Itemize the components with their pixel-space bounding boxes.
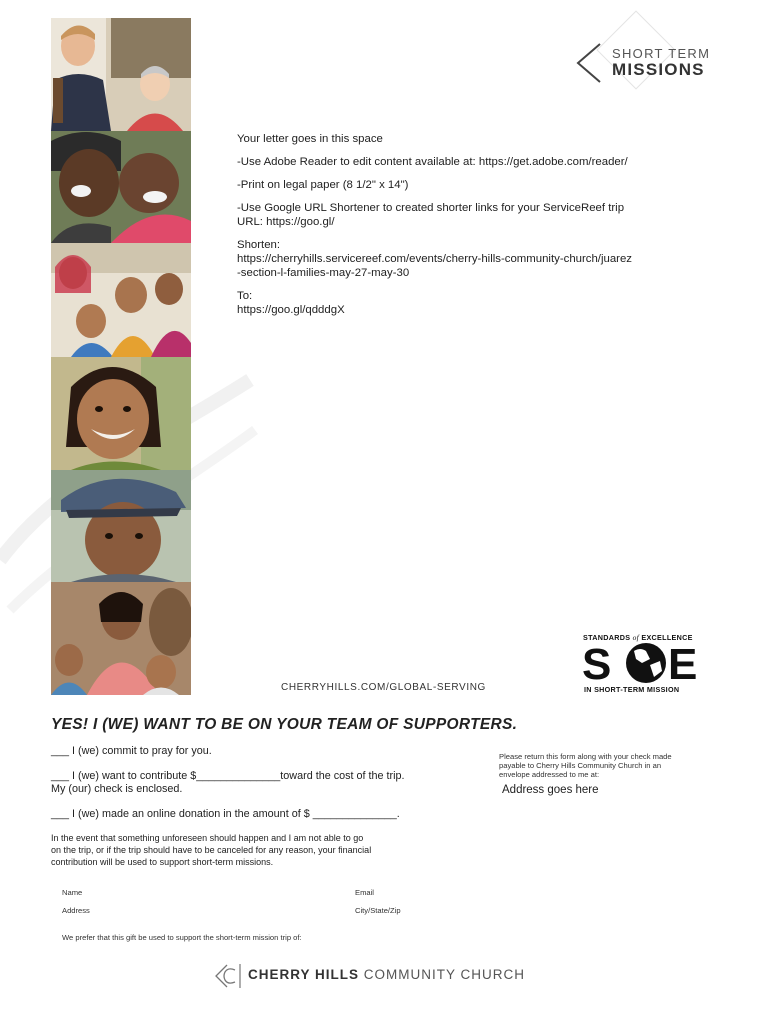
photo-boy-in-cap [51,470,191,582]
letter-intro: Your letter goes in this space [237,133,383,145]
soe-bottom-text: IN SHORT-TERM MISSION [584,685,680,694]
form-headline: YES! I (WE) WANT TO BE ON YOUR TEAM OF SUPPORTERS. [51,716,518,733]
soe-badge [580,632,722,696]
return-note-line-2: payable to Cherry Hills Community Church in an [499,761,662,770]
email-field-label[interactable]: Email [355,888,374,897]
photo-strip [51,18,191,695]
support-options [51,745,481,868]
website-link[interactable]: CHERRYHILLS.COM/GLOBAL-SERVING [281,682,486,693]
trip-preference-label: We prefer that this gift be used to support the short-term mission trip of: [62,933,302,942]
fine-print-line-2: on the trip, or if the trip should have to be canceled for any reason, your financial [51,845,372,855]
photo-woman-with-children [51,582,191,695]
letter-adobe-instruction: -Use Adobe Reader to edit content available at: https://get.adobe.com/reader/ [237,156,628,168]
option-online-donation[interactable]: ___ I (we) made an online donation in the amount of $ ______________. [51,808,400,820]
chevron-left-icon [574,42,602,84]
option-contribute[interactable]: ___ I (we) want to contribute $______________toward the cost of the trip. [51,770,405,782]
return-note-line-3: envelope addressed to me at: [499,770,600,779]
letter-short-url: https://goo.gl/qdddgX [237,304,345,316]
svg-text:E: E [668,641,698,685]
photo-group-of-girls [51,243,191,357]
logo-line-2: MISSIONS [612,60,705,79]
short-term-missions-logo [568,20,728,104]
photo-smiling-girl [51,357,191,470]
church-name: CHERRY HILLS COMMUNITY CHURCH [248,967,526,982]
fine-print-line-3: contribution will be used to support short-term missions. [51,857,274,867]
letter-shorten-label: Shorten: [237,239,281,251]
soe-top-text: STANDARDS of EXCELLENCE [583,633,693,642]
photo-boy-with-backpack [51,18,191,131]
fine-print-line-1: In the event that something unforeseen should happen and I am not able to go [51,833,364,843]
letter-long-url-line-2: -section-l-families-may-27-may-30 [237,267,410,279]
letter-body [237,132,722,317]
letter-shortener-line-2: URL: https://goo.gl/ [237,216,335,228]
option-pray[interactable]: ___ I (we) commit to pray for you. [51,745,212,757]
letter-to-label: To: [237,290,253,302]
letter-paper-instruction: -Print on legal paper (8 1/2" x 14") [237,179,409,191]
church-c-mark-icon [214,963,242,989]
address-field-label[interactable]: Address [62,906,90,915]
soe-globe-mark [580,641,722,685]
letter-shortener-line-1: -Use Google URL Shortener to created shorter links for your ServiceReef trip [237,202,625,214]
photo-mother-and-child [51,131,191,243]
logo-line-1: SHORT TERM [612,46,711,61]
svg-text:S: S [582,641,609,685]
return-address: Address goes here [502,784,599,796]
return-note-line-1: Please return this form along with your check made [499,752,672,761]
name-field-label[interactable]: Name [62,888,83,897]
city-state-zip-field-label[interactable]: City/State/Zip [355,906,401,915]
option-contribute-note: My (our) check is enclosed. [51,783,183,795]
letter-long-url-line-1: https://cherryhills.servicereef.com/events/cherry-hills-community-church/juarez [237,253,632,265]
return-instructions [499,752,719,779]
